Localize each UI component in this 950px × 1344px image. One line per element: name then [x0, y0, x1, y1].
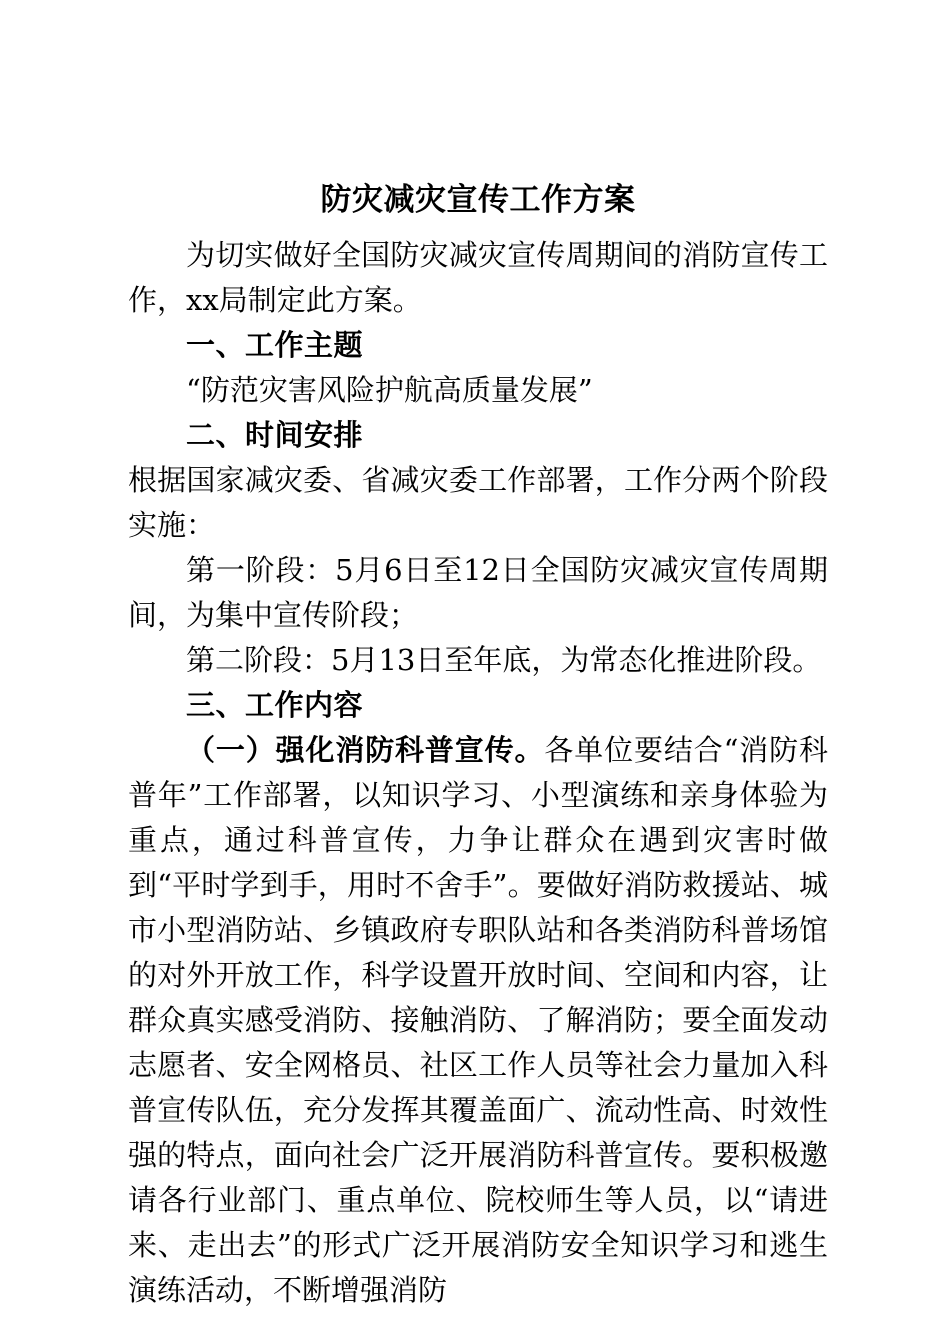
- paragraph-section-1-theme: “防范灾害风险护航高质量发展”: [186, 373, 593, 407]
- page-title: 防灾减灾宣传工作方案: [320, 182, 636, 218]
- document-body: [128, 178, 828, 1313]
- heading-section-1: 一、工作主题: [186, 328, 364, 362]
- paragraph-section-2-intro: 根据国家减灾委、省减灾委工作部署，工作分两个阶段实施：: [128, 463, 828, 542]
- paragraph-item-1: [128, 728, 828, 1313]
- heading-section-3: 三、工作内容: [186, 688, 364, 722]
- paragraph-intro: 为切实做好全国防灾减灾宣传周期间的消防宣传工作，xx局制定此方案。: [128, 238, 828, 317]
- paragraph-phase-1: 第一阶段：5月6日至12日全国防灾减灾宣传周期间，为集中宣传阶段；: [128, 553, 828, 632]
- heading-section-2: 二、时间安排: [186, 418, 364, 452]
- paragraph-phase-2: 第二阶段：5月13日至年底，为常态化推进阶段。: [186, 643, 822, 677]
- paragraph-item-1-body: 各单位要结合“消防科普年”工作部署，以知识学习、小型演练和亲身体验为重点，通过科普宣传，力争让群众在遇到灾害时做到“平时学到手，用时不舍手”。要做好消防救援站、城市小型消防站、乡镇政府专职队站和各类消防科普场馆的对外开放工作，科学设置开放时间、空间和内容，让群众真实感受消防、接触消防、了解消防；要全面发动志愿者、安全网格员、社区工作人员等社会力量加入科普宣传队伍，充分发挥其覆盖面广、流动性高、时效性强的特点，面向社会广泛开展消防科普宣传。要积极邀请各行业部门、重点单位、院校师生等人员，以“请进来、走出去”的形式广泛开展消防安全知识学习和逃生演练活动，不断增强消防: [128, 733, 828, 1307]
- paragraph-item-1-lead: （一）强化消防科普宣传。: [186, 733, 545, 767]
